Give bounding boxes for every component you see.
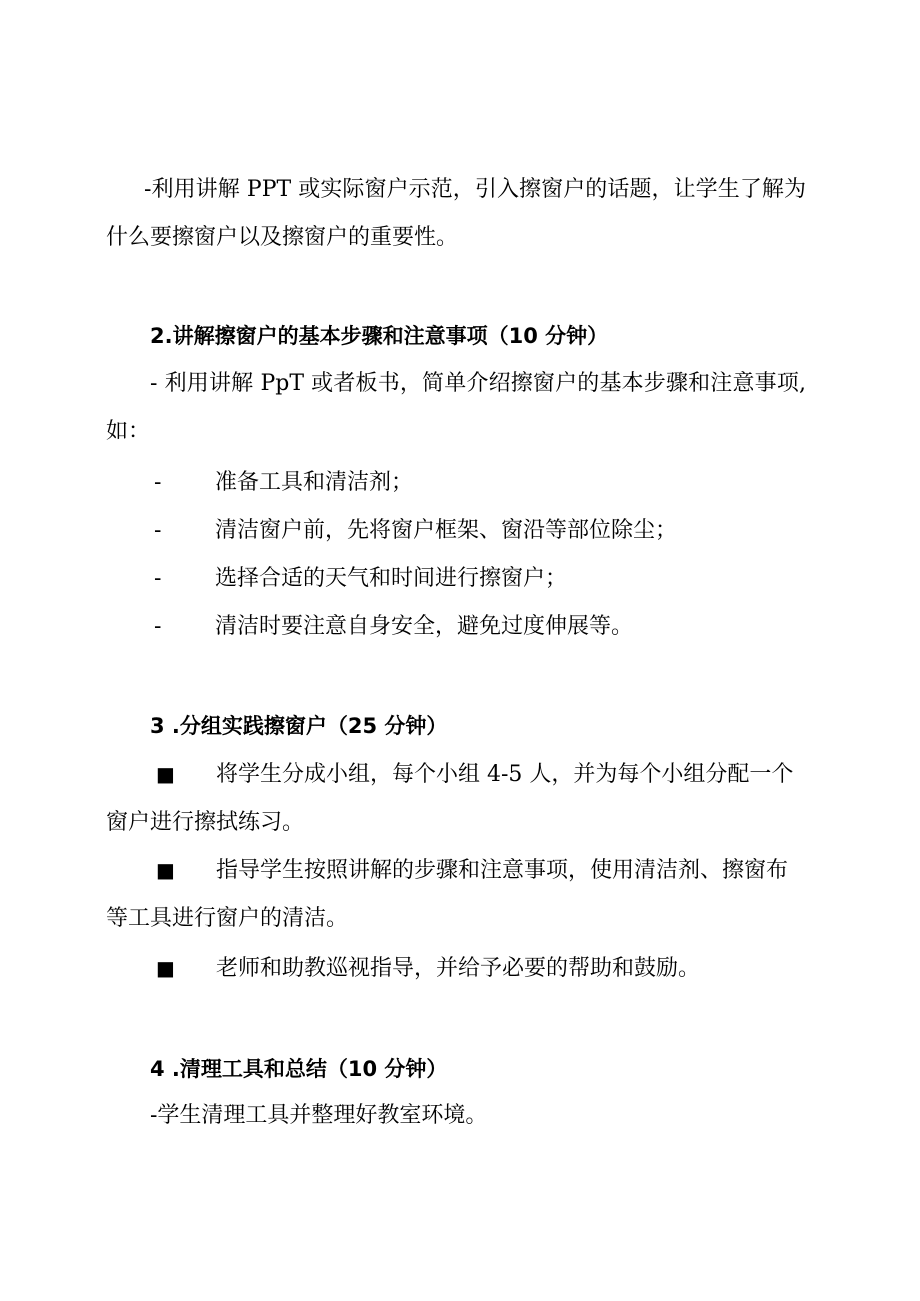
square-bullet-icon: ■ [156, 762, 175, 786]
list-item [0, 563, 920, 595]
section-4-heading: 4 .清理工具和总结（10 分钟） [150, 1057, 448, 1081]
dash-marker: - [154, 566, 162, 591]
list-item-text: 将学生分成小组，每个小组 4-5 人，并为每个小组分配一个窗户进行擦拭练习。 [106, 762, 794, 835]
list-item [0, 611, 920, 643]
section-3-heading: 3 .分组实践擦窗户（25 分钟） [150, 714, 448, 738]
section-4-paragraph: -学生清理工具并整理好教室环境。 [150, 1103, 488, 1128]
list-item-text: 选择合适的天气和时间进行擦窗户； [215, 566, 568, 591]
section-2-paragraph: - 利用讲解 PpT 或者板书，简单介绍擦窗户的基本步骤和注意事项, 如： [106, 371, 806, 444]
list-item-text: 老师和助教巡视指导，并给予必要的帮助和鼓励。 [216, 956, 701, 981]
dash-marker: - [154, 518, 162, 543]
list-item [106, 750, 806, 847]
list-item [106, 846, 806, 943]
list-item [0, 515, 920, 547]
square-bullet-icon: ■ [156, 956, 175, 980]
dash-marker: - [154, 614, 162, 639]
square-bullet-icon: ■ [156, 858, 175, 882]
list-item-text: 准备工具和清洁剂； [215, 470, 414, 495]
dash-marker: - [154, 470, 162, 495]
list-item [0, 467, 920, 499]
list-item-text: 清洁时要注意自身安全，避免过度伸展等。 [215, 614, 634, 639]
intro-paragraph: -利用讲解 PPT 或实际窗户示范，引入擦窗户的话题，让学生了解为什么要擦窗户以及擦窗户的重要性。 [106, 177, 806, 250]
section-2-heading: 2.讲解擦窗户的基本步骤和注意事项（10 分钟） [150, 324, 609, 348]
list-item [106, 944, 806, 993]
list-item-text: 清洁窗户前，先将窗户框架、窗沿等部位除尘； [215, 518, 678, 543]
list-item-text: 指导学生按照讲解的步骤和注意事项，使用清洁剂、擦窗布等工具进行窗户的清洁。 [106, 858, 789, 931]
